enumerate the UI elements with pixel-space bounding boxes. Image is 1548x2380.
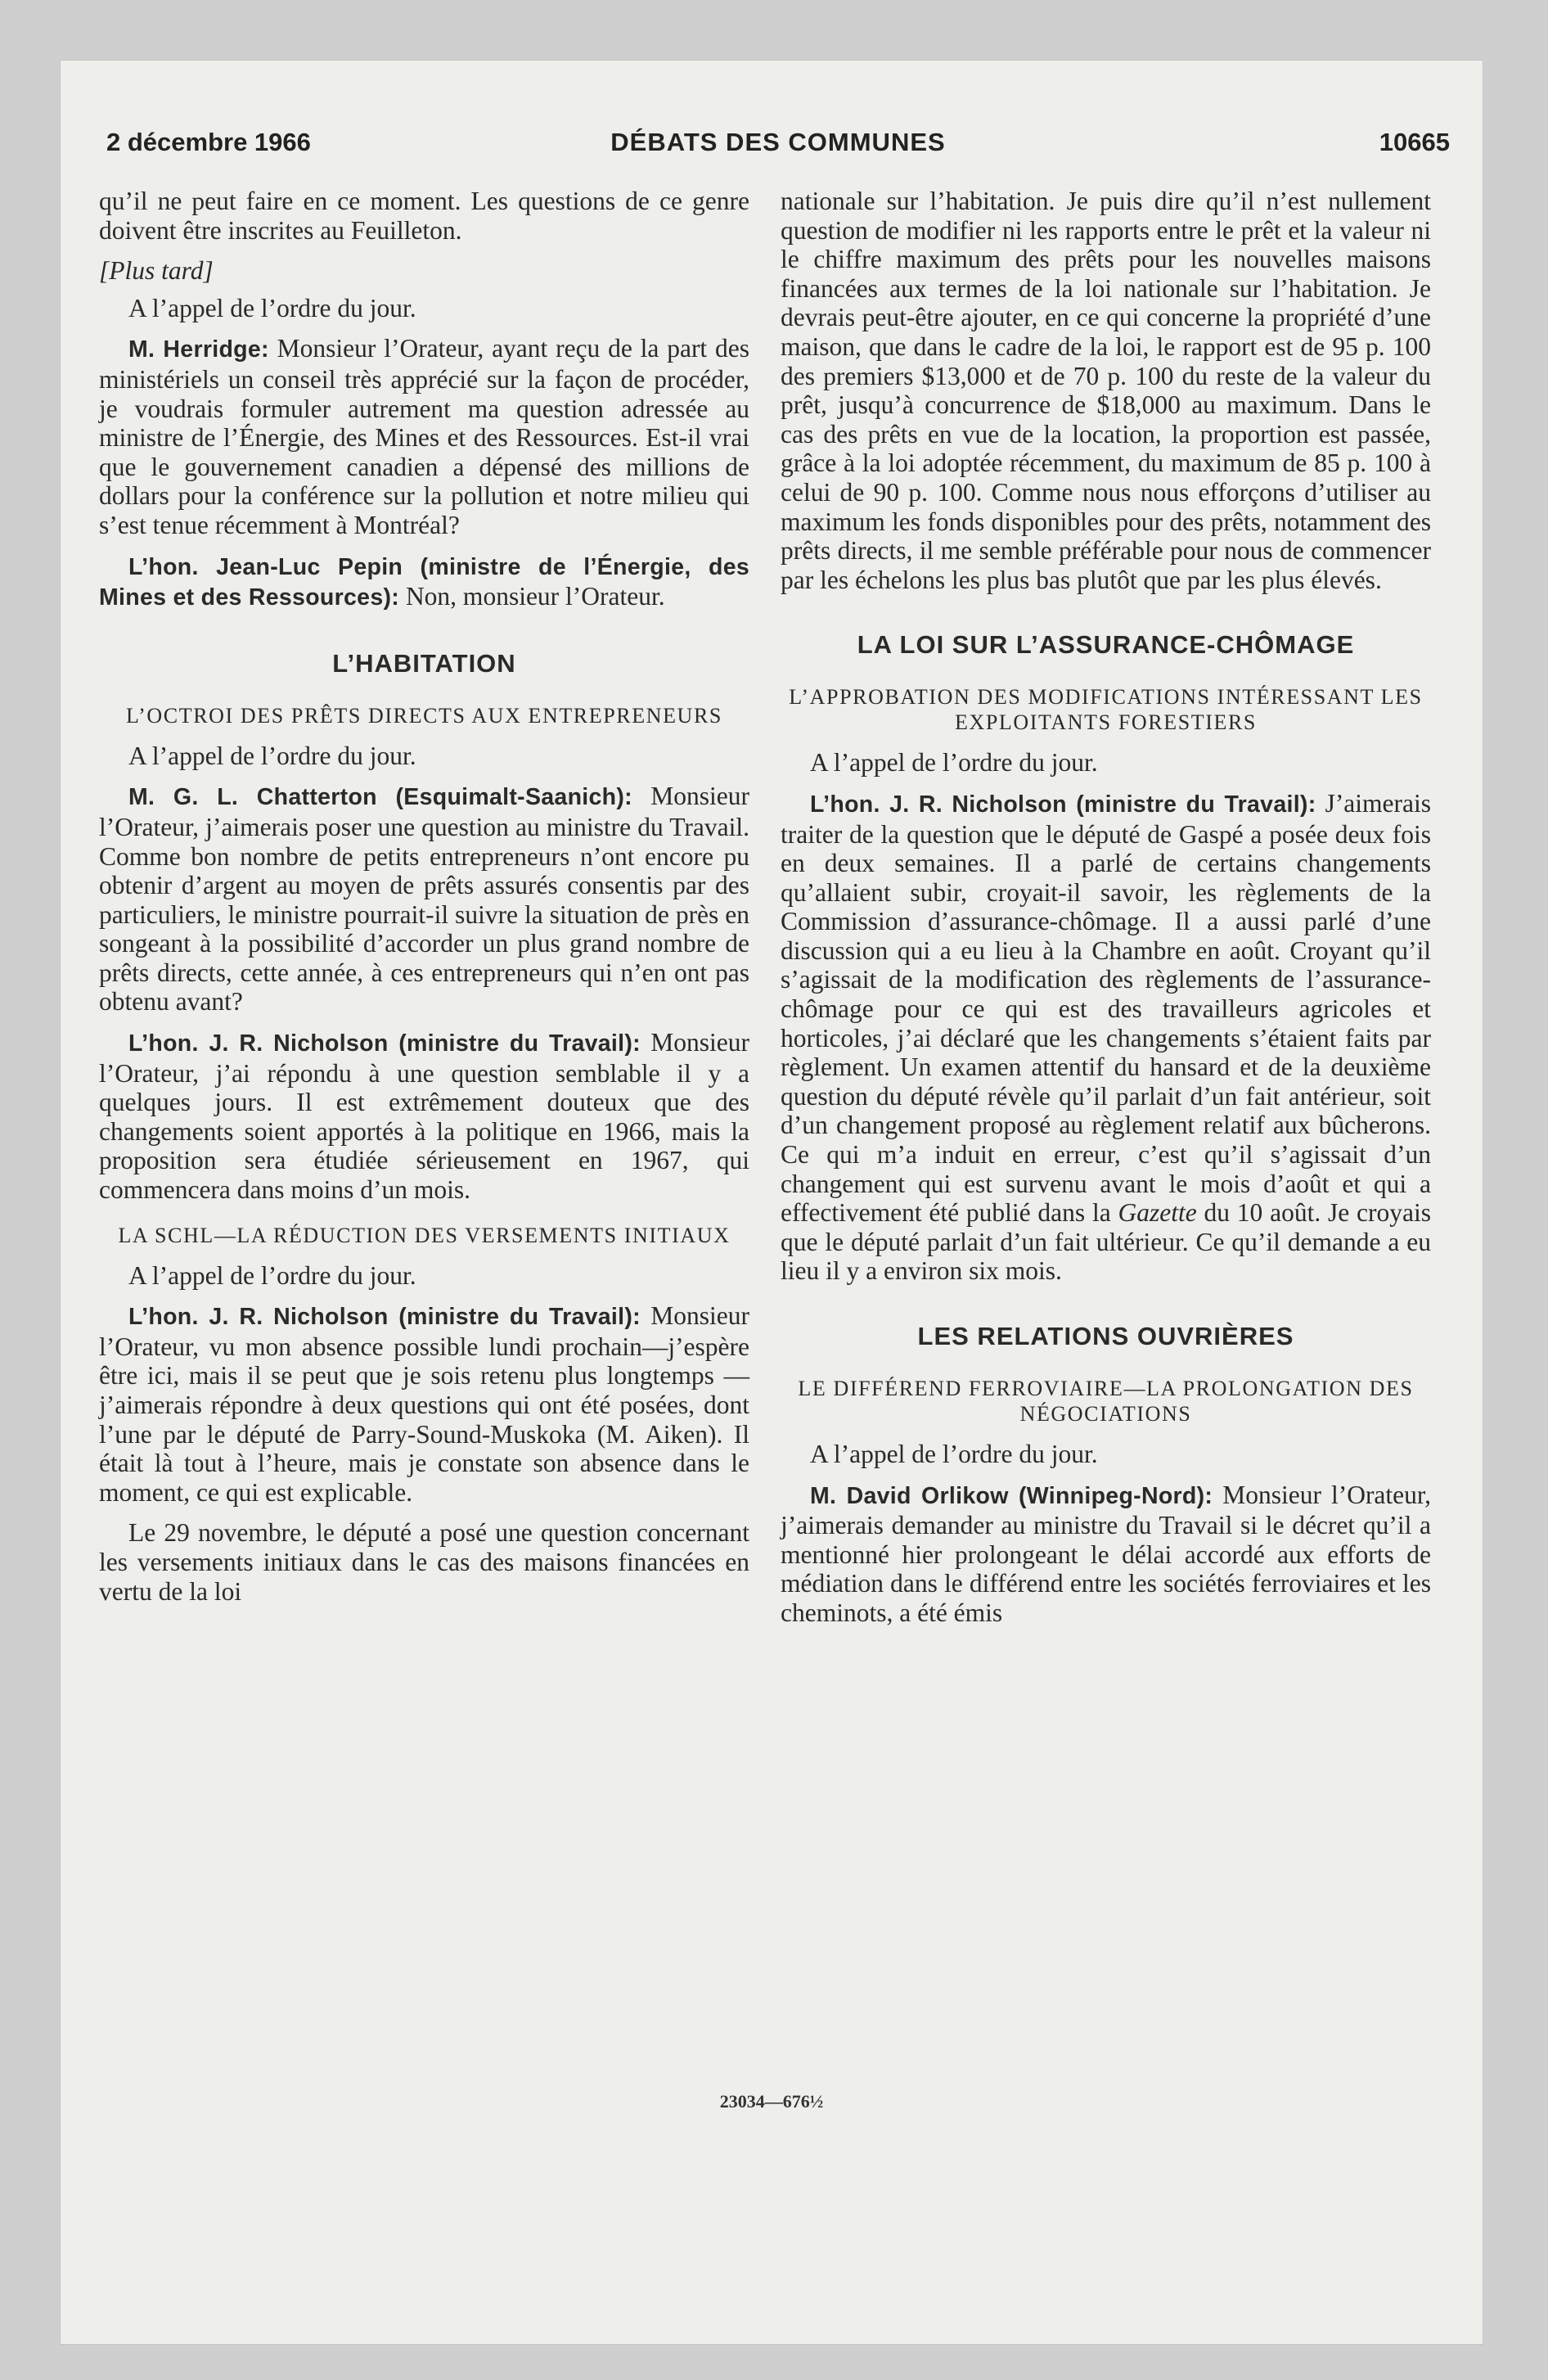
speech-text: Monsieur l’Orateur, j’ai répondu à une question semblable il y a quelques jours. Il est extrêmement douteux que des changements soient apportés à la politique en 1966, mais la proposition sera étudiée sérieusement en 1967, qui commencera dans moins d’un mois. xyxy=(99,1028,750,1205)
later-tag-text: [Plus tard] xyxy=(99,256,214,286)
page-number: 10665 xyxy=(1379,128,1450,156)
right-column xyxy=(781,187,1431,1639)
order-call: A l’appel de l’ordre du jour. xyxy=(810,748,1098,778)
speech-orlikow xyxy=(781,1481,1431,1628)
gazette-title: Gazette xyxy=(1118,1198,1197,1228)
subsection-heading: L’APPROBATION DES MODIFICATIONS INTÉRESSANT LES EXPLOITANTS FORESTIERS xyxy=(789,685,1423,735)
text-continuation: qu’il ne peut faire en ce moment. Les questions de ce genre doivent être inscrites au Feuilleton. xyxy=(99,187,749,245)
speech-nicholson xyxy=(781,789,1431,1286)
speaker-name: L’hon. J. R. Nicholson (ministre du Travail): xyxy=(128,1304,641,1331)
speaker-name: M. Herridge: xyxy=(128,336,269,363)
section-heading: LA LOI SUR L’ASSURANCE-CHÔMAGE xyxy=(857,630,1355,660)
speech-text: J’aimerais traiter de la question que le député de Gaspé a posée deux fois en deux semaines. Il a parlé de certains changements qu’allaient subir, croyait-il savoir, les règlements de la Commission d’assurance-chômage. Il a aussi parlé d’une discussion qui a eu lieu à la Chambre en août. Croyant qu’il s’agissait de la modification des règlements de l’assurance-chômage pour ce qui est des travailleurs agricoles et horticoles, j’ai déclaré que les changements s’étaient faits par règlement. Un examen attentif du hansard et de la deuxième question du député révèle qu’il parlait d’un fait antérieur, soit d’un changement proposé au règlement relatif aux bûcherons. Ce qui m’a induit en erreur, c’est qu’il s’agissait d’un changement qui est survenu avant le mois d’août et qui a effectivement été publié dans la xyxy=(781,788,1432,1228)
section-heading: L’HABITATION xyxy=(332,648,516,678)
speech-text: Monsieur l’Orateur, vu mon absence possible lundi prochain—j’espère être ici, mais il se peut que je sois retenu plus longtemps —j’aimerais répondre à deux questions qui ont été posées, dont l’une par le député de Parry-Sound-Muskoka (M. Aiken). Il était là tout à l’heure, mais je constate son absence dans le moment, ce qui est explicable. xyxy=(99,1301,750,1507)
speech-text: Monsieur l’Orateur, j’aimerais demander au ministre du Travail si le décret qu’il a mentionné hier prolongeant le délai accordé aux efforts de médiation dans le différend entre les sociétés ferroviaires et les cheminots, a été émis xyxy=(781,1480,1431,1627)
speech-text: Monsieur l’Orateur, j’aimerais poser une question au ministre du Travail. Comme bon nombre de petits entrepreneurs n’ont encore pu obtenir d’argent au moyen de prêts assurés consentis par des particuliers, le ministre pourrait-il suivre la situation de près en songeant à la possibilité d’accorder un plus grand nombre de prêts directs, cette année, à ces entrepreneurs qui n’en ont pas obtenu avant? xyxy=(99,782,749,1016)
section-heading: LES RELATIONS OUVRIÈRES xyxy=(917,1322,1294,1350)
speech-text: Monsieur l’Orateur, ayant reçu de la part des ministériels un conseil très apprécié sur la façon de procéder, je voudrais formuler autrement ma question adressée au ministre de l’Énergie, des Mines et des Ressources. Est-il vrai que le gouvernement canadien a dépensé des millions de dollars pour la conférence sur la pollution et notre milieu qui s’est tenue récemment à Montréal? xyxy=(99,334,749,539)
order-call: A l’appel de l’ordre du jour. xyxy=(128,1260,416,1290)
order-call: A l’appel de l’ordre du jour. xyxy=(810,1440,1098,1468)
header-date: 2 décembre 1966 xyxy=(106,128,311,156)
paragraph: Le 29 novembre, le député a posé une question concernant les versements initiaux dans le cas des maisons financées en vertu de la loi xyxy=(99,1518,749,1606)
later-tag xyxy=(99,256,749,286)
speaker-name: M. David Orlikow (Winnipeg-Nord): xyxy=(810,1482,1213,1509)
paragraph: nationale sur l’habitation. Je puis dire qu’il n’est nullement question de modifier ni les rapports entre le prêt et la valeur ni le chiffre maximum des prêts pour les nouvelles maisons financées aux termes de la loi nationale sur l’habitation. Je devrais peut-être ajouter, en ce qui concerne la propriété d’une maison, que dans le cadre de la loi, le rapport est de 95 p. 100 des premiers $13,000 et de 70 p. 100 du reste de la valeur du prêt, jusqu’à concurrence de $18,000 au maximum. Dans le cas des prêts en vue de la location, la proportion est passée, grâce à la loi adoptée récemment, du maximum de 85 p. 100 à celui de 90 p. 100. Comme nous nous efforçons d’utiliser au maximum les fonds disponibles pour des prêts, notamment des prêts directs, il me semble préférable pour nous de commencer par les échelons les plus bas plutôt que par les plus élevés. xyxy=(781,187,1431,594)
speaker-name: L’hon. Jean-Luc Pepin (ministre de l’Énergie, des Mines et des Ressources): xyxy=(99,553,749,611)
subsection-heading: L’OCTROI DES PRÊTS DIRECTS AUX ENTREPRENEURS xyxy=(126,703,722,728)
page-header xyxy=(106,128,1450,169)
speech-herridge xyxy=(99,334,749,539)
page xyxy=(61,61,1483,2344)
speech-text: du 10 août. Je croyais que le député parlait d’un fait ultérieur. Ce qu’il demande a eu lieu il y a environ six mois. xyxy=(781,1198,1432,1286)
paragraph xyxy=(99,187,749,245)
speaker-name: L’hon. J. R. Nicholson (ministre du Travail): xyxy=(810,791,1316,818)
speech-pepin xyxy=(99,552,749,613)
printer-code: 23034—676½ xyxy=(719,2091,824,2112)
speech-nicholson xyxy=(99,1028,749,1205)
speaker-name: M. G. L. Chatterton (Esquimalt-Saanich): xyxy=(128,784,632,811)
order-call: A l’appel de l’ordre du jour. xyxy=(128,293,416,322)
subsection-heading: LE DIFFÉREND FERROVIAIRE—LA PROLONGATION DES NÉGOCIATIONS xyxy=(798,1377,1414,1426)
subsection-heading: LA SCHL—LA RÉDUCTION DES VERSEMENTS INITIAUX xyxy=(118,1223,731,1247)
speech-nicholson xyxy=(99,1301,749,1507)
speech-chatterton xyxy=(99,782,749,1016)
header-title: DÉBATS DES COMMUNES xyxy=(610,128,946,156)
speech-text: Non, monsieur l’Orateur. xyxy=(405,582,665,611)
left-column xyxy=(99,187,749,1617)
speaker-name: L’hon. J. R. Nicholson (ministre du Travail): xyxy=(128,1030,641,1057)
order-call: A l’appel de l’ordre du jour. xyxy=(128,741,416,770)
